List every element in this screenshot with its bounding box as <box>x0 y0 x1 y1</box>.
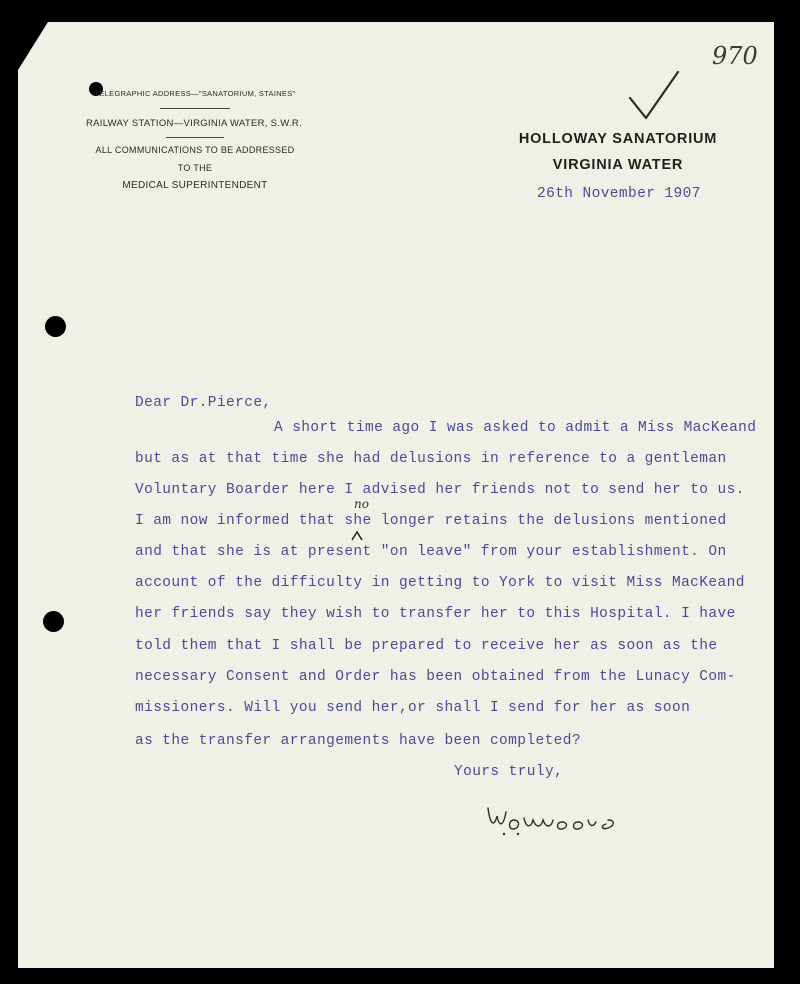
hospital-location: VIRGINIA WATER <box>552 157 684 173</box>
body-line-10: missioners. Will you send her,or shall I send for her as soon <box>135 700 691 716</box>
folded-corner <box>18 22 48 70</box>
body-line-7: her friends say they wish to transfer her to this Hospital. I have <box>135 606 736 622</box>
letter-date: 26th November 1907 <box>537 186 701 202</box>
body-line-9: necessary Consent and Order has been obtained from the Lunacy Com- <box>135 669 736 685</box>
body-line-3: Voluntary Boarder here I advised her friends not to send her to us. <box>135 482 745 498</box>
letterhead-divider-2 <box>166 137 224 138</box>
communications-line-1: ALL COMMUNICATIONS TO BE ADDRESSED <box>95 145 295 155</box>
signature <box>484 798 644 838</box>
body-line-1: A short time ago I was asked to admit a Miss MacKeand <box>274 420 757 436</box>
communications-line-3: MEDICAL SUPERINTENDENT <box>122 180 268 191</box>
letterhead-divider-1 <box>160 108 230 109</box>
body-line-8: told them that I shall be prepared to receive her as soon as the <box>135 638 718 654</box>
body-line-4: I am now informed that she longer retains the delusions mentioned <box>135 513 727 529</box>
telegraphic-address: TELEGRAPHIC ADDRESS—"SANATORIUM, STAINES" <box>94 89 296 98</box>
body-line-6: account of the difficulty in getting to York to visit Miss MacKeand <box>135 575 745 591</box>
punch-hole-middle <box>45 316 66 337</box>
page-number: 970 <box>712 42 758 70</box>
punch-hole-bottom <box>43 611 64 632</box>
hospital-name: HOLLOWAY SANATORIUM <box>518 131 718 147</box>
salutation: Dear Dr.Pierce, <box>135 395 272 411</box>
checkmark-icon <box>624 68 684 124</box>
closing: Yours truly, <box>454 764 564 780</box>
communications-line-2: TO THE <box>177 163 213 173</box>
handwritten-insertion: no <box>354 497 369 511</box>
body-line-2: but as at that time she had delusions in reference to a gentleman <box>135 451 727 467</box>
body-line-5: and that she is at present "on leave" from your establishment. On <box>135 544 727 560</box>
body-line-11: as the transfer arrangements have been completed? <box>135 733 581 749</box>
caret-mark-icon <box>351 531 363 541</box>
railway-station: RAILWAY STATION—VIRGINIA WATER, S.W.R. <box>85 118 303 129</box>
